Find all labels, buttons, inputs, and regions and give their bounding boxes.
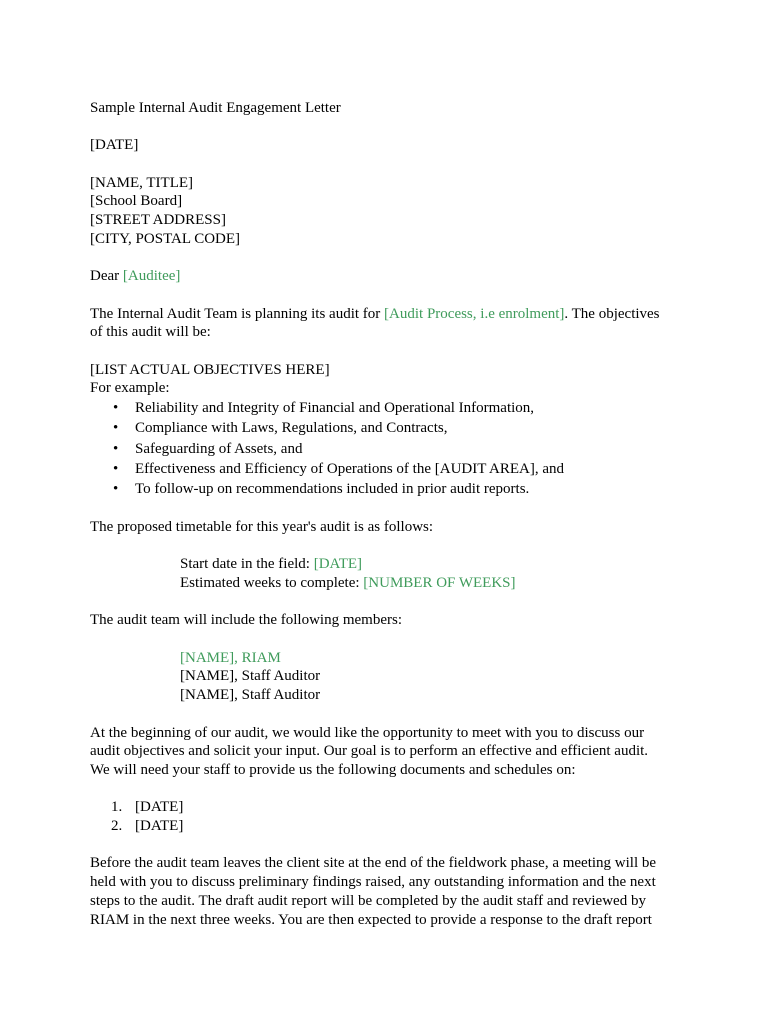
team-lead: [NAME], RIAM: [180, 649, 281, 666]
team-member: [NAME], Staff Auditor: [180, 687, 321, 704]
team-member: [NAME], Staff Auditor: [180, 668, 321, 685]
team-intro: The audit team will include the following members:: [90, 612, 403, 629]
list-item: • Effectiveness and Efficiency of Operations of the [AUDIT AREA], and: [90, 459, 690, 479]
intro-text-end: . The objectives: [564, 305, 660, 322]
schedule-list: [90, 798, 690, 835]
start-date-placeholder: [DATE]: [313, 556, 363, 573]
bullet-icon: •: [113, 460, 119, 477]
start-date-label: Start date in the field:: [180, 556, 314, 573]
letter-title: Sample Internal Audit Engagement Letter: [90, 100, 341, 116]
audit-process-placeholder: [Audit Process, i.e enrolment]: [384, 305, 565, 322]
list-item: • To follow-up on recommendations included in prior audit reports.: [90, 479, 690, 499]
intro-paragraph: [90, 305, 690, 342]
meeting-paragraph: At the beginning of our audit, we would like the opportunity to meet with you to discuss our audit objectives and solicit your input. Our goal is to perform an effective and efficient audit. We will need your staff to provide us the following documents and schedules on:: [90, 724, 649, 778]
objectives-list: [90, 398, 690, 499]
auditee-placeholder: [Auditee]: [122, 268, 181, 285]
salutation: [90, 267, 690, 286]
address-line-name: [NAME, TITLE]: [90, 174, 194, 191]
timetable-block: [90, 555, 690, 592]
list-item: • Safeguarding of Assets, and: [90, 439, 690, 459]
timetable-intro: The proposed timetable for this year's audit is as follows:: [90, 518, 434, 535]
salutation-prefix: Dear: [90, 268, 123, 285]
letter-body: [90, 99, 690, 948]
intro-line-2: of this audit will be:: [90, 324, 211, 341]
team-members: [90, 649, 690, 705]
address-line-street: [STREET ADDRESS]: [90, 212, 226, 229]
list-item: 1. [DATE]: [111, 799, 184, 816]
weeks-row: [180, 574, 690, 593]
bullet-icon: •: [113, 480, 119, 497]
weeks-placeholder: [NUMBER OF WEEKS]: [363, 574, 516, 591]
start-date-row: [180, 555, 690, 574]
closing-paragraph: Before the audit team leaves the client site at the end of the fieldwork phase, a meeting will be held with you to discuss preliminary findings raised, any outstanding information and the next steps to the audit. The draft audit report will be completed by the audit staff and reviewed by RIAM in the next three weeks. You are then expected to provide a response to the draft report: [90, 855, 657, 928]
bullet-icon: •: [113, 440, 119, 457]
letter-date: [DATE]: [90, 137, 139, 154]
list-item: • Reliability and Integrity of Financial and Operational Information,: [90, 398, 690, 418]
objectives-heading: [LIST ACTUAL OBJECTIVES HERE]: [90, 361, 330, 378]
bullet-icon: •: [113, 400, 119, 417]
intro-text-start: The Internal Audit Team is planning its audit for: [90, 305, 385, 322]
list-item: • Compliance with Laws, Regulations, and Contracts,: [90, 418, 690, 438]
weeks-label: Estimated weeks to complete:: [180, 574, 364, 591]
address-line-board: [School Board]: [90, 193, 183, 210]
objectives-section: [90, 361, 690, 499]
for-example-label: For example:: [90, 380, 170, 397]
bullet-icon: •: [113, 420, 119, 437]
recipient-address: [90, 174, 690, 249]
list-item: 2. [DATE]: [111, 818, 184, 835]
address-line-city: [CITY, POSTAL CODE]: [90, 230, 241, 247]
